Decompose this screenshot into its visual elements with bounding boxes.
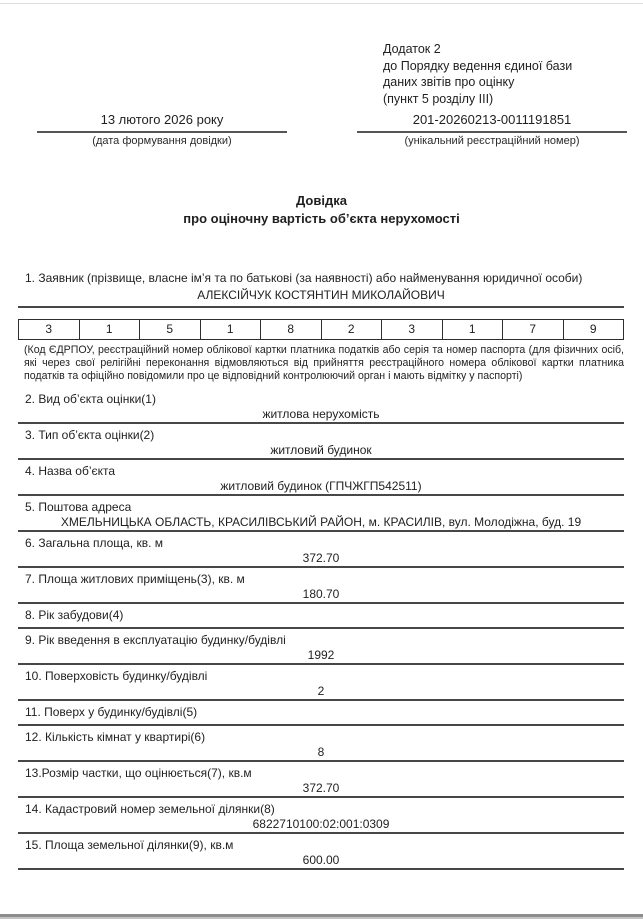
section-label: 5. Поштова адреса: [25, 499, 132, 514]
section-label: 15. Площа земельної ділянки(9), кв.м: [25, 837, 234, 852]
formation-date-field: [37, 110, 287, 148]
page-bottom-edge-shadow: [0, 917, 643, 919]
applicant-label: 1. Заявник (прізвище, власне ім’я та по батькові (за наявності) або найменування юридичної особи): [25, 271, 583, 285]
tax-id-digit-cell: 1: [79, 320, 140, 339]
registration-number-value: 201-20260213-0011191851: [357, 110, 627, 133]
certificate-form: [18, 264, 624, 870]
annex-reference-block: [383, 41, 572, 107]
section-value: 372.70: [302, 550, 340, 565]
tax-id-digit-cell: 1: [200, 320, 261, 339]
form-section: [18, 424, 624, 460]
form-section: [18, 726, 624, 762]
section-value: 180.70: [302, 586, 340, 601]
annex-line: даних звітів про оцінку: [383, 75, 515, 89]
form-section: [18, 460, 624, 496]
form-section: [18, 496, 624, 532]
tax-id-digit-cell: 8: [260, 320, 321, 339]
form-section: [18, 665, 624, 701]
section-value: ХМЕЛЬНИЦЬКА ОБЛАСТЬ, КРАСИЛІВСЬКИЙ РАЙОН, м. КРАСИЛІВ, вул. Молодіжна, буд. 19: [60, 514, 582, 529]
document-title: [0, 192, 643, 227]
page-top-divider: [0, 3, 643, 4]
annex-line: до Порядку ведення єдиної бази: [383, 58, 573, 73]
section-label: 10. Поверховість будинку/будівлі: [25, 668, 208, 683]
tax-id-digit-cell: 5: [139, 320, 200, 339]
tax-id-digit-cell: 3: [45, 322, 53, 336]
section-value: 8: [317, 744, 325, 759]
section-label: 4. Назва об’єкта: [25, 463, 116, 478]
section-label: 6. Загальна площа, кв. м: [25, 535, 164, 550]
tax-id-digit-cell: 3: [381, 320, 442, 339]
form-section: [18, 798, 624, 834]
form-section: [18, 629, 624, 665]
section-value: житловий будинок (ГПЧЖГП542511): [220, 478, 422, 493]
form-section: [18, 568, 624, 604]
section-value: 372.70: [302, 780, 340, 795]
registration-number-field: [357, 110, 627, 148]
form-section: [18, 532, 624, 568]
section-label: 13.Розмір частки, що оцінюється(7), кв.м: [25, 765, 252, 780]
form-section: [18, 604, 624, 629]
section-label: 14. Кадастровий номер земельної ділянки(8): [25, 801, 275, 816]
annex-line: Додаток 2: [383, 42, 441, 56]
section-value: 1992: [307, 647, 335, 662]
form-section: [18, 701, 624, 726]
section-value: 2: [317, 683, 325, 698]
section-label: 9. Рік введення в експлуатацію будинку/будівлі: [25, 632, 286, 647]
tax-id-digit-cell: 1: [442, 320, 503, 339]
section-label: 2. Вид об’єкта оцінки(1): [25, 391, 156, 406]
annex-line: (пункт 5 розділу III): [383, 91, 494, 106]
section-value: житлова нерухомість: [262, 406, 380, 421]
section-label: 8. Рік забудови(4): [25, 607, 124, 622]
section-value: 600.00: [302, 852, 340, 867]
formation-date-caption: (дата формування довідки): [92, 135, 232, 147]
section-value: 6822710100:02:001:0309: [252, 816, 390, 831]
section-label: 3. Тип об’єкта оцінки(2): [25, 427, 155, 442]
document-title-line2: про оціночну вартість об’єкта нерухомості: [183, 210, 460, 226]
tax-id-digit-cell: 7: [502, 320, 563, 339]
tax-id-digit-cell: 9: [563, 320, 624, 339]
tax-id-table: [18, 319, 624, 340]
tax-id-footnote: (Код ЄДРПОУ, реєстраційний номер облікової картки платника податків або серія та номер паспорта (для фізичних осіб, які через свої релігійні переконання відмовляються від прийняття реєстраційного номера облікової картки платника податків та офіційно повідомили про це відповідний контролюючий орган і мають відмітку у паспорті): [24, 344, 624, 382]
form-section: [18, 762, 624, 798]
section-label: 12. Кількість кімнат у квартирі(6): [25, 729, 206, 744]
form-section: [18, 388, 624, 424]
form-section: [18, 834, 624, 870]
section-value: житловий будинок: [270, 442, 372, 457]
tax-id-digit-cell: 2: [321, 320, 382, 339]
formation-date-value: 13 лютого 2026 року: [37, 110, 287, 133]
form-sections: [18, 388, 624, 870]
section-label: 7. Площа житлових приміщень(3), кв. м: [25, 571, 245, 586]
registration-number-caption: (унікальний реєстраційний номер): [404, 135, 580, 147]
applicant-value: АЛЕКСІЙЧУК КОСТЯНТИН МИКОЛАЙОВИЧ: [197, 288, 445, 302]
section-label: 11. Поверх у будинку/будівлі(5): [25, 704, 198, 719]
document-title-line1: Довідка: [296, 193, 347, 208]
section-applicant: [18, 264, 624, 308]
